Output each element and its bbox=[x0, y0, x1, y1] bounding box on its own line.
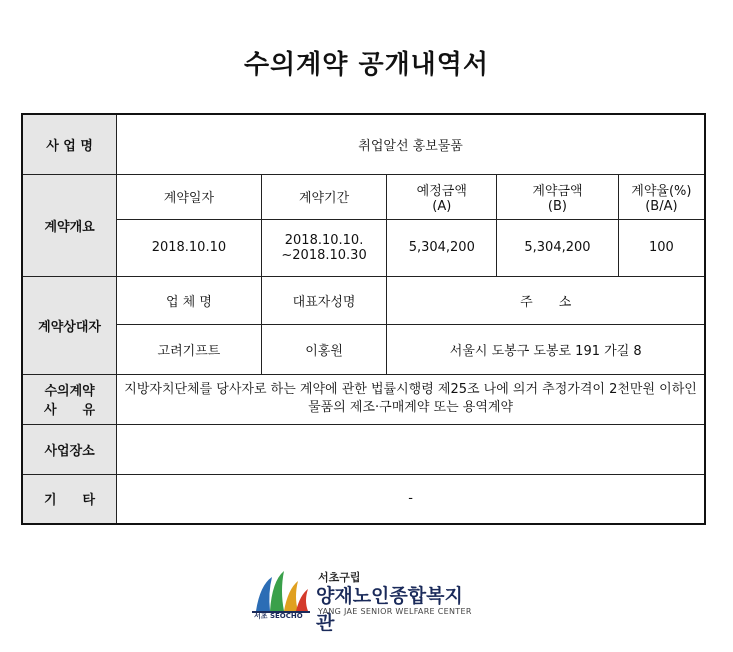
row-reason bbox=[22, 374, 705, 424]
reason-value: 지방자치단체를 당사자로 하는 계약에 관한 법률시행령 제25조 나에 의거 추정가격이 2천만원 이하인 물품의 제조·구매계약 또는 용역계약 bbox=[117, 374, 705, 424]
header-contract-rate-line1: 계약율(%) bbox=[631, 183, 692, 199]
address-value: 서울시 도봉구 도봉로 191 가길 8 bbox=[387, 324, 705, 374]
reason-label-line1: 수의계약 bbox=[44, 384, 95, 399]
document-title: 수의계약 공개내역서 bbox=[243, 50, 490, 80]
contract-rate-value: 100 bbox=[618, 219, 705, 276]
logo-title: 양재노인종합복지관 bbox=[316, 585, 463, 634]
contract-period-start: 2018.10.10. bbox=[284, 232, 364, 248]
row-business-name bbox=[22, 114, 705, 174]
header-company-name: 업 체 명 bbox=[117, 276, 262, 324]
row-location bbox=[22, 424, 705, 474]
contract-period-end: ~2018.10.30 bbox=[281, 247, 367, 263]
etc-value: - bbox=[117, 474, 705, 524]
header-contract-period: 계약기간 bbox=[261, 174, 387, 219]
reason-label-line2: 사 유 bbox=[44, 403, 96, 418]
header-representative: 대표자성명 bbox=[261, 276, 387, 324]
header-estimated-amount-line2: (A) bbox=[432, 198, 452, 214]
organization-logo bbox=[250, 567, 480, 634]
header-contract-rate-line2: (B/A) bbox=[645, 198, 678, 214]
header-contract-rate bbox=[618, 174, 705, 219]
header-contract-amount-line1: 계약금액 bbox=[532, 183, 583, 199]
company-name-value: 고려기프트 bbox=[117, 324, 262, 374]
logo-english-name: YANG JAE SENIOR WELFARE CENTER bbox=[318, 607, 472, 616]
seocho-mark: 서초 SEOCHO bbox=[254, 612, 303, 620]
header-address: 주 소 bbox=[387, 276, 705, 324]
contract-period-value bbox=[261, 219, 387, 276]
location-value bbox=[117, 424, 705, 474]
contract-amount-value: 5,304,200 bbox=[497, 219, 619, 276]
contract-disclosure-table bbox=[21, 113, 706, 525]
header-contract-date: 계약일자 bbox=[117, 174, 262, 219]
location-label: 사업장소 bbox=[22, 424, 117, 474]
row-overview-headers bbox=[22, 174, 705, 219]
contract-date-value: 2018.10.10 bbox=[117, 219, 262, 276]
row-etc bbox=[22, 474, 705, 524]
business-name-value: 취업알선 홍보물품 bbox=[117, 114, 705, 174]
row-counterparty-headers bbox=[22, 276, 705, 324]
etc-label: 기 타 bbox=[22, 474, 117, 524]
header-estimated-amount bbox=[387, 174, 497, 219]
representative-value: 이홍원 bbox=[261, 324, 387, 374]
contract-overview-label: 계약개요 bbox=[22, 174, 117, 276]
header-contract-amount-line2: (B) bbox=[547, 198, 567, 214]
row-counterparty-values bbox=[22, 324, 705, 374]
header-contract-amount bbox=[497, 174, 619, 219]
counterparty-label: 계약상대자 bbox=[22, 276, 117, 374]
logo-subtitle: 서초구립 bbox=[318, 571, 361, 584]
estimated-amount-value: 5,304,200 bbox=[387, 219, 497, 276]
business-name-label: 사 업 명 bbox=[22, 114, 117, 174]
reason-label bbox=[22, 374, 117, 424]
row-overview-values bbox=[22, 219, 705, 276]
header-estimated-amount-line1: 예정금액 bbox=[416, 183, 467, 199]
